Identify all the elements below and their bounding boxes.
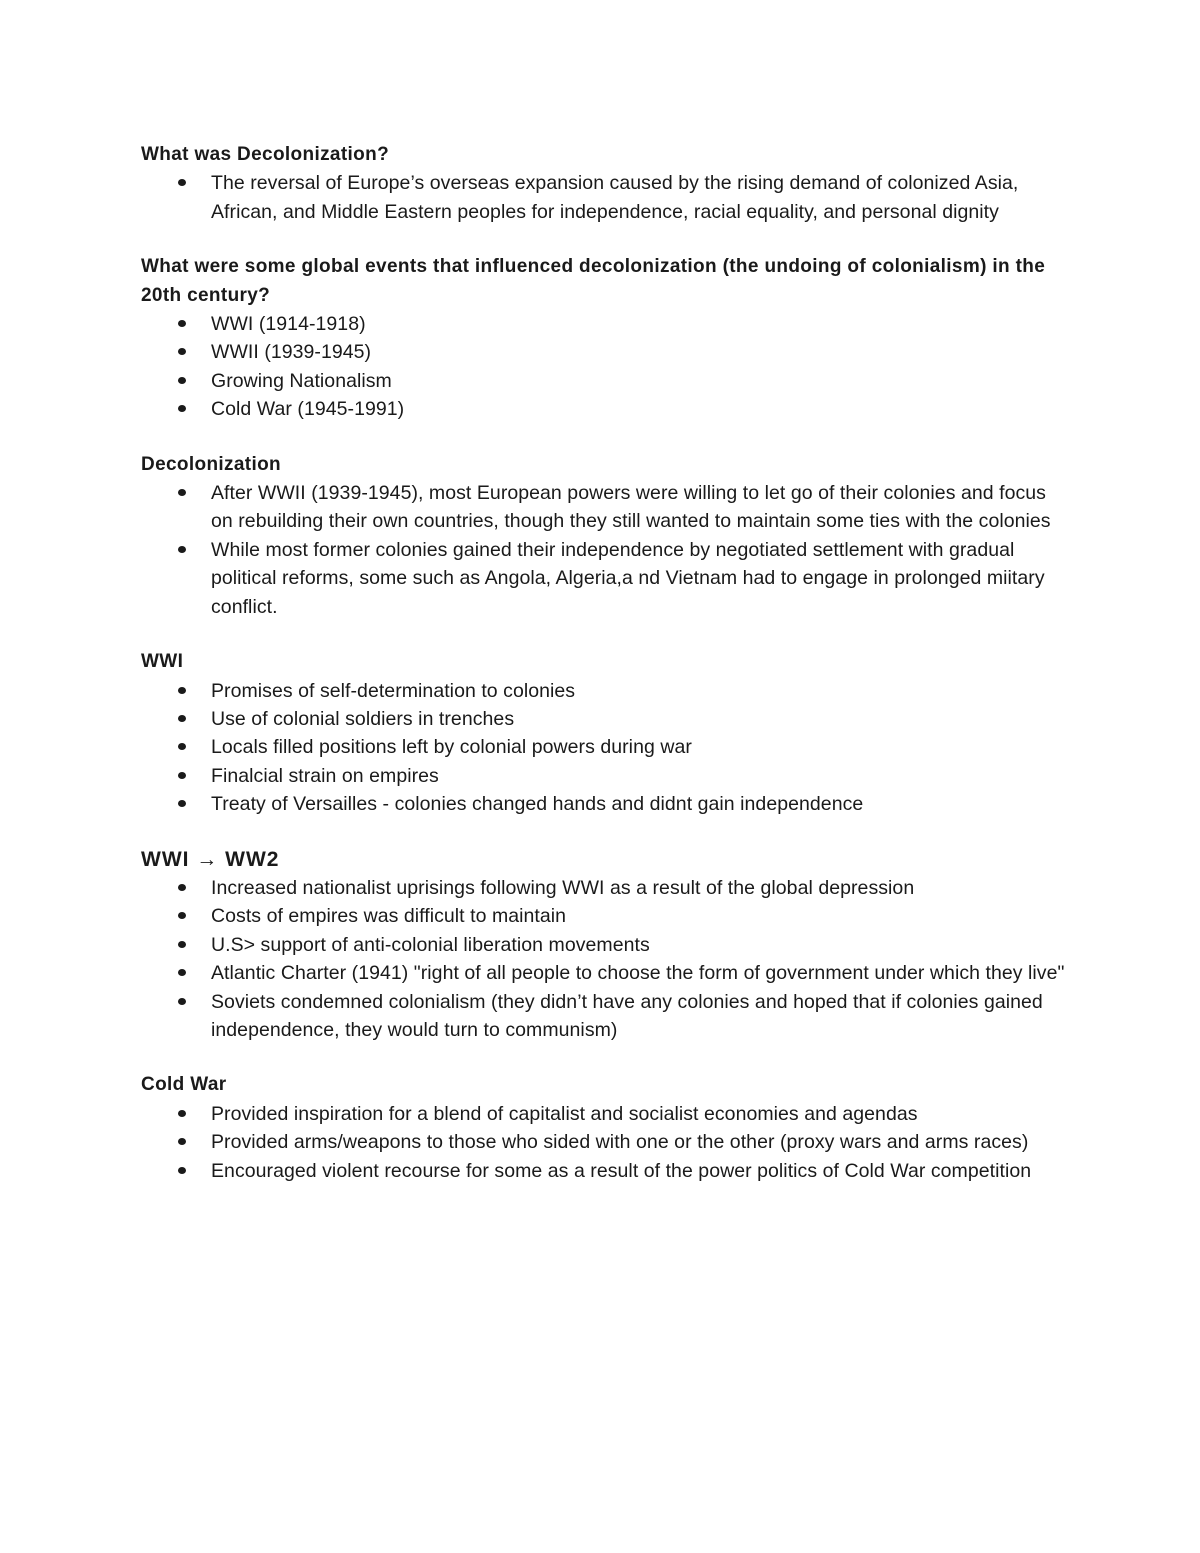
bullet-list (141, 1100, 1071, 1185)
section-heading: WWI → WW2 (141, 847, 280, 871)
bullet-list (141, 169, 1071, 226)
section-what-was-decolonization (141, 141, 1071, 226)
bullet-icon (178, 1167, 186, 1174)
list-item-text: After WWII (1939-1945), most European powers were willing to let go of their colonies and focus on rebuilding their own countries, though they still wanted to maintain some ties with the colonies (211, 482, 1051, 533)
list-item-text: Provided inspiration for a blend of capitalist and socialist economies and agendas (211, 1102, 918, 1125)
bullet-icon (178, 1138, 186, 1145)
list-item-text: Promises of self-determination to colonies (211, 679, 576, 702)
bullet-icon (178, 405, 186, 412)
section-heading: Cold War (141, 1074, 227, 1096)
list-item-text: Atlantic Charter (1941) "right of all people to choose the form of government under which they live" (211, 962, 1065, 985)
list-item (141, 1157, 1071, 1185)
bullet-icon (178, 800, 186, 807)
section-wwi (141, 648, 1071, 818)
bullet-icon (178, 348, 186, 355)
bullet-list (141, 310, 1071, 424)
section-wwi-to-ww2 (141, 846, 1071, 1045)
list-item-text: The reversal of Europe’s overseas expansion caused by the rising demand of colonized Asia, African, and Middle Eastern peoples for independence, racial equality, and personal dignity (211, 172, 1019, 223)
bullet-icon (178, 715, 186, 722)
list-item-text: WWI (1914-1918) (211, 313, 366, 336)
section-heading: What was Decolonization? (141, 144, 390, 165)
bullet-icon (178, 912, 186, 919)
list-item (141, 959, 1071, 987)
bullet-list (141, 677, 1071, 819)
list-item (141, 677, 1071, 705)
list-item-text: Increased nationalist uprisings following WWI as a result of the global depression (211, 876, 915, 899)
list-item (141, 310, 1071, 338)
section-decolonization (141, 451, 1071, 621)
bullet-icon (178, 489, 186, 496)
list-item-text: Provided arms/weapons to those who sided with one or the other (proxy wars and arms races) (211, 1131, 1029, 1154)
list-item-text: Costs of empires was difficult to maintain (211, 905, 567, 928)
bullet-icon (178, 377, 186, 384)
section-heading: Decolonization (141, 453, 282, 475)
bullet-icon (178, 546, 186, 553)
bullet-icon (178, 687, 186, 694)
section-cold-war (141, 1071, 1071, 1185)
section-heading: What were some global events that influenced decolonization (the undoing of colonialism) in the 20th century? (141, 256, 1046, 306)
document-page (141, 141, 1071, 1212)
list-item (141, 536, 1071, 621)
bullet-icon (178, 772, 186, 779)
list-item-text: Growing Nationalism (211, 369, 392, 392)
list-item-text: WWII (1939-1945) (211, 341, 372, 364)
bullet-icon (178, 179, 186, 186)
list-item (141, 790, 1071, 818)
list-item-text: Locals filled positions left by colonial powers during war (211, 736, 692, 759)
list-item (141, 367, 1071, 395)
list-item (141, 733, 1071, 761)
list-item (141, 874, 1071, 902)
list-item (141, 1100, 1071, 1128)
bullet-icon (178, 884, 186, 891)
bullet-icon (178, 1110, 186, 1117)
list-item-text: While most former colonies gained their independence by negotiated settlement with gradual political reforms, some such as Angola, Algeria,a nd Vietnam had to engage in prolonged miitary conflict. (211, 538, 1045, 618)
bullet-icon (178, 998, 186, 1005)
list-item-text: Cold War (1945-1991) (211, 398, 405, 421)
bullet-list (141, 479, 1071, 621)
list-item (141, 762, 1071, 790)
section-heading: WWI (141, 651, 184, 673)
bullet-icon (178, 969, 186, 976)
list-item (141, 902, 1071, 930)
bullet-icon (178, 743, 186, 750)
list-item (141, 988, 1071, 1045)
list-item (141, 395, 1071, 423)
bullet-list (141, 874, 1071, 1044)
list-item-text: Treaty of Versailles - colonies changed hands and didnt gain independence (211, 793, 864, 816)
list-item (141, 169, 1071, 226)
list-item-text: Soviets condemned colonialism (they didn’t have any colonies and hoped that if colonies gained independence, they would turn to communism) (211, 990, 1043, 1041)
list-item-text: U.S> support of anti-colonial liberation movements (211, 933, 650, 956)
bullet-icon (178, 941, 186, 948)
list-item (141, 338, 1071, 366)
list-item-text: Finalcial strain on empires (211, 764, 439, 787)
list-item-text: Encouraged violent recourse for some as a result of the power politics of Cold War competition (211, 1159, 1032, 1182)
section-global-events (141, 253, 1071, 423)
list-item (141, 479, 1071, 536)
list-item (141, 931, 1071, 959)
list-item (141, 705, 1071, 733)
list-item (141, 1128, 1071, 1156)
bullet-icon (178, 320, 186, 327)
list-item-text: Use of colonial soldiers in trenches (211, 707, 515, 730)
